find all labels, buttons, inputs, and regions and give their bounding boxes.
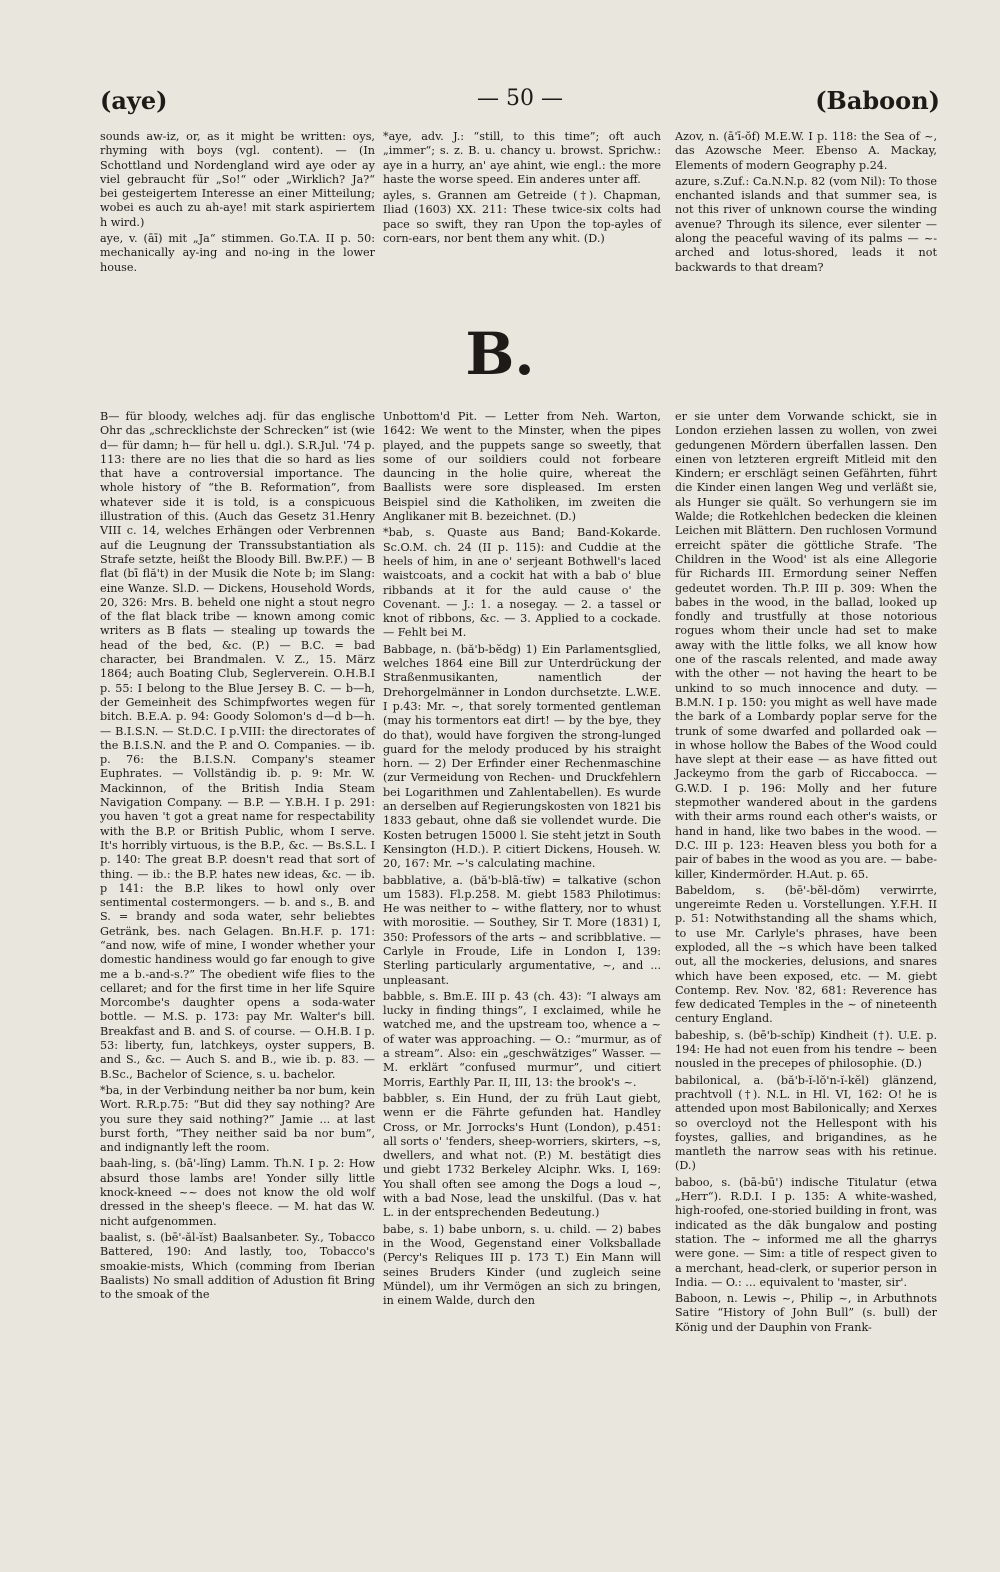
entry: baboo, s. (bā-bū') indische Titulatur (etwa „Herr“). R.D.I. I p. 135: A white-washed, high-roofed, one-storied building in front, was indicated as the dāk bungalow and posting station. The ~ informed me all the gharrys were gone. — Sim: a title of respect given to a merchant, head-clerk, or superior person in India. — O.: ... equivalent to 'master, sir'. — [675, 1175, 937, 1289]
entry: baah-ling, s. (bā'-lĭng) Lamm. Th.N. I p. 2: How absurd those lambs are! Yonder silly little knock-kneed ~~ does not know the old wolf dressed in the sheep's fleece. — M. hat das W. nicht aufgenommen. — [100, 1157, 375, 1228]
top-column-1 — [100, 130, 375, 277]
entry: Babeldom, s. (bē'-bĕl-dŏm) verwirrte, ungereimte Reden u. Vorstellungen. Y.F.H. II p. 51: Notwithstanding all the shams which, to use Mr. Carlyle's phrases, have been exploded, all the ~s which have been talked out, all the mockeries, delusions, and snares which have been exposed, etc. — M. giebt Contemp. Rev. Nov. '82, 681: Reverence has few dedicated Temples in the ~ of nineteenth century England. — [675, 883, 937, 1026]
entry: Baboon, n. Lewis ~, Philip ~, in Arbuthnots Satire “History of John Bull” (s. bull) der König und der Dauphin von Frank- — [675, 1292, 937, 1334]
entry: ayles, s. Grannen am Getreide (†). Chapman, Iliad (1603) XX. 211: These twice-six colts had pace so swift, they ran Upon the top-ayles of corn-ears, nor bent them any whit. (D.) — [383, 189, 661, 246]
entry: azure, s.Zuf.: Ca.N.N.p. 82 (vom Nil): To those enchanted islands and that summer sea, is not this river of unknown course the winding avenue? Through its silence, ever silenter — along the peaceful waving of its palms — ~-arched and lotus-shored, leads it not backwards to that dream? — [675, 174, 937, 274]
entry: sounds aw-iz, or, as it might be written: oys, rhyming with boys (vgl. content). — (In Schottland und Nordengland wird aye oder ay viel gebraucht für „So!“ oder „Wirklich? Ja?“ bei gesteigertem Interesse an einer Mitteilung; wobei es auch zu ah-aye! mit stark aspiriertem h wird.) — [100, 130, 375, 229]
column-3 — [675, 410, 937, 1337]
running-header — [100, 82, 940, 122]
top-column-3 — [675, 130, 937, 277]
entry: babe, s. 1) babe unborn, s. u. child. — 2) babes in the Wood, Gegenstand einer Volksballade (Percy's Reliques III p. 173 T.) Ein Mann will seines Bruders Kinder (und zugleich seine Mündel), um ihr Vermögen an sich zu bringen, in einem Walde, durch den — [383, 1222, 661, 1308]
entry: er sie unter dem Vorwande schickt, sie in London erziehen lassen zu wollen, von zwei gedungenen Mördern überfallen lassen. Den einen von letzteren ergreift Mitleid mit den Kindern; er erschlägt seinen Gefährten, führt die Kinder einen langen Weg und verläßt sie, als Hunger sie quält. So verhungern sie im Walde; die Rotkehlchen bedecken die kleinen Leichen mit Blättern. Den ruchlosen Vormund erreicht später die göttliche Strafe. 'The Children in the Wood' ist als eine Allegorie für Richards III. Ermordung seiner Neffen gedeutet worden. Th.P. III p. 309: When the babes in the wood, in the ballad, looked up fondly and trustfully at those notorious rogues whom their uncle had set to make away with the little folks, we all know how one of the rascals relented, and made away with the other — not having the heart to be unkind to so much innocence and duty. — B.M.N. I p. 150: you might as well have made the bark of a Lombardy poplar serve for the trunk of some dwarfed and pollarded oak — in whose hollow the Babes of the Wood could have slept at their ease — as have fitted out Jackeymo from the garb of Riccabocca. — G.W.D. I p. 196: Molly and her future stepmother wandered about in the gardens with their arms round each other's waists, or hand in hand, like two babes in the wood. — D.C. III p. 123: Heaven bless you both for a pair of babes in the wood as you are. — babe-killer, Kindermörder. H.Aut. p. 65. — [675, 410, 937, 881]
section-letter: B. — [465, 320, 535, 388]
entry: *bab, s. Quaste aus Band; Band-Kokarde. Sc.O.M. ch. 24 (II p. 115): and Cuddie at the heels of him, in ane o' serjeant Bothwell's laced waistcoats, and a cockit hat with a bab o' blue ribbands at it for the auld cause o' the Covenant. — J.: 1. a nosegay. — 2. a tassel or knot of ribbons, &c. — 3. Applied to a cockade. — Fehlt bei M. — [383, 526, 661, 640]
top-column-2 — [383, 130, 661, 248]
entry: babilonical, a. (bă'b-ĭ-lŏ'n-ĭ-kĕl) glänzend, prachtvoll (†). N.L. in Hl. VI, 162: O! he is attended upon most Babilonically; and Xerxes so overcloyd not the Hellespont with his foystes, gallies, and brigandines, as he mantleth the narrow seas with his retinue. (D.) — [675, 1073, 937, 1173]
entry: babblative, a. (bă'b-blā-tĭw) = talkative (schon um 1583). Fl.p.258. M. giebt 1583 Philotimus: He was neither to ~ withe flattery, nor to whust with morositie. — Southey, Sir T. More (1831) I, 350: Professors of the arts ~ and scribblative. — Carlyle in Froude, Life in London I, 139: Sterling particularly argumentative, ~, and ... unpleasant. — [383, 873, 661, 987]
entry: babble, s. Bm.E. III p. 43 (ch. 43): “I always am lucky in finding things”, I exclaimed, while he watched me, and the upstream too, whence a ~ of water was approaching. — O.: “murmur, as of a stream”. Also: ein „geschwätziges“ Wasser. — M. erklärt “confused murmur”, und citiert Morris, Earthly Par. II, III, 13: the brook's ~. — [383, 989, 661, 1089]
entry: *ba, in der Verbindung neither ba nor bum, kein Wort. R.R.p.75: “But did they say nothing? Are you sure they said nothing?” Jamie ... at last burst forth, “They neither said ba nor bum”, and indignantly left the room. — [100, 1083, 375, 1155]
entry: *aye, adv. J.: “still, to this time”; oft auch „immer“; s. z. B. u. chancy u. browst. Sprichw.: aye in a hurry, an' aye ahint, wie engl.: the more haste the worse speed. Ein anderes unter aff. — [383, 130, 661, 186]
entry: Babbage, n. (bă'b-bĕdg) 1) Ein Parlamentsglied, welches 1864 eine Bill zur Unterdrückung der Straßenmusikanten, namentlich der Drehorgelmänner in London durchsetzte. L.W.E. I p.43: Mr. ~, that sorely tormented gentleman (may his tormentors eat dirt! — by the bye, they do that), would have forgiven the strong-lunged guard for the melody produced by his straight horn. — 2) Der Erfinder einer Rechenmaschine (zur Vermeidung von Rechen- und Druckfehlern bei Logarithmen und Zahlentabellen). Es wurde an derselben auf Regierungskosten von 1821 bis 1833 gebaut, ohne daß sie vollendet wurde. Die Kosten betrugen 15000 l. Sie steht jetzt in South Kensington (H.D.). P. citiert Dickens, Househ. W. 20, 167: Mr. ~'s calculating machine. — [383, 642, 661, 871]
entry: baalist, s. (bē'-ăl-ĭst) Baalsanbeter. Sy., Tobacco Battered, 190: And lastly, too, Tobacco's smoakie-mists, Which (comming from Iberian Baalists) No small addition of Adustion fit Bring to the smoak of the — [100, 1230, 375, 1302]
page-number: — 50 — — [477, 86, 563, 111]
entry: Unbottom'd Pit. — Letter from Neh. Warton, 1642: We went to the Minster, when the pipes played, and the puppets sange so sweetly, that some of our soildiers could not forbeare dauncing in the holie quire, whereat the Baallists were sore displeased. Im ersten Beispiel sind die Katholiken, im zweiten die Anglikaner mit B. bezeichnet. (D.) — [383, 410, 661, 524]
entry: babbler, s. Ein Hund, der zu früh Laut giebt, wenn er die Fährte gefunden hat. Handley Cross, or Mr. Jorrocks's Hunt (London), p.451: all sorts o' 'fenders, sheep-worriers, skirters, ~s, dwellers, and what not. (P.) M. bestätigt dies und giebt 1732 Berkeley Alciphr. Wks. I, 169: You shall often see among the Dogs a loud ~, with a bad Nose, lead the unskilful. (Das v. hat L. in der entsprechenden Bedeutung.) — [383, 1091, 661, 1220]
entry: aye, v. (āī) mit „Ja“ stimmen. Go.T.A. II p. 50: mechanically ay-ing and no-ing in the lower house. — [100, 232, 375, 274]
entry: babeship, s. (bē'b-schĭp) Kindheit (†). U.E. p. 194: He had not euen from his tendre ~ been nousled in the precepes of philosophie. (D.) — [675, 1028, 937, 1071]
column-2 — [383, 410, 661, 1310]
column-1 — [100, 410, 375, 1304]
header-right: (Baboon) — [815, 86, 940, 115]
entry: B— für bloody, welches adj. für das englische Ohr das „schrecklichste der Schrecken“ ist (wie d— für damn; h— für hell u. dgl.). S.R.Jul. '74 p. 113: there are no lies that die so hard as lies that have a controversial importance. The whole history of “the B. Reformation”, from whatever side it is told, is a conspicuous illustration of this. (Auch das Gesetz 31.Henry VIII c. 14, welches Erhängen oder Verbrennen auf die Leugnung der Transsubstantiation als Strafe setzte, heißt the Bloody Bill. Bw.P.F.) — B flat (bī flă't) in der Musik die Note b; im Slang: eine Wanze. Sl.D. — Dickens, Household Words, 20, 326: Mrs. B. beheld one night a stout negro of the flat black tribe — known among comic writers as B flats — stealing up towards the head of the bed, &c. (P.) — B.C. = bad character, bei Brandmalen. V. Z., 15. März 1864; auch Boating Club, Seglerverein. O.H.B.I p. 55: I belong to the Blue Jersey B. C. — b—h, der Gemeinheit des Schimpfwortes wegen für bitch. B.E.A. p. 94: Goody Solomon's d—d b—h. — B.I.S.N. — St.D.C. I p.VIII: the directorates of the B.I.S.N. and the P. and O. Companies. — ib. p. 76: the B.I.S.N. Company's steamer Euphrates. — Vollständig ib. p. 9: Mr. W. Mackinnon, of the British India Steam Navigation Company. — B.P. — Y.B.H. I p. 291: you haven 't got a great name for respectability with the B.P. or British Public, whom I serve. It's horribly virtuous, is the B.P., &c. — Bs.S.L. I p. 140: The great B.P. doesn't read that sort of thing. — ib.: the B.P. hates new ideas, &c. — ib. p 141: the B.P. likes to howl only over sentimental costermongers. — b. and s., B. and S. = brandy and soda water, sehr beliebtes Getränk, bes. nach Gelagen. Bn.H.F. p. 171: “and now, wife of mine, I wonder whether your domestic handiness would go far enough to give me a b.-and-s.?” The obedient wife flies to the cellaret; and for the first time in her life Squire Morcombe's daughter opens a soda-water bottle. — M.S. p. 173: pay Mr. Walter's bill. Breakfast and B. and S. of course. — O.H.B. I p. 53: liberty, fun, latchkeys, oyster suppers, B. and S., &c. — Auch S. and B., wie ib. p. 83. — B.Sc., Bachelor of Science, s. u. bachelor. — [100, 410, 375, 1081]
header-left: (aye) — [100, 86, 168, 115]
entry: Azov, n. (ā'ī-ŏf) M.E.W. I p. 118: the Sea of ~, das Azowsche Meer. Ebenso A. Mackay, Elements of modern Geography p.24. — [675, 130, 937, 172]
